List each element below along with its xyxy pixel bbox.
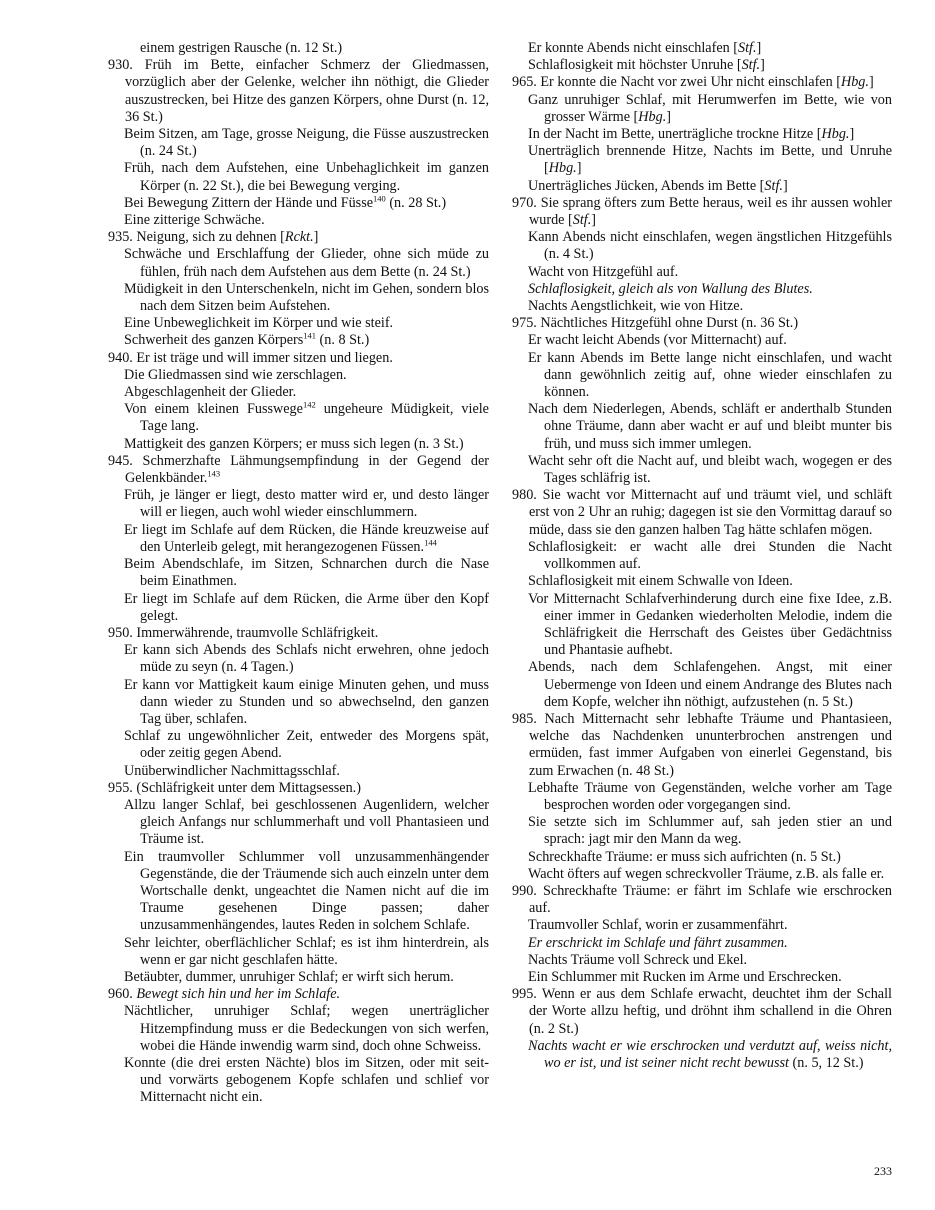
entry-text: Ein Schlummer mit Rucken im Arme und Erschrecken. <box>528 968 842 985</box>
symptom-entry <box>512 1038 892 1072</box>
entry-text: 930. Früh im Bette, einfacher Schmerz der Gliedmassen, vorzüglich aber der Gelenke, welcher ihn nöthigt, die Glieder auszustrecken, bei Hitze des ganzen Körpers, ohne Durst (n. 12, 36 St.) <box>108 57 489 125</box>
symptom-entry <box>512 573 892 590</box>
entry-text-tail: ] <box>782 177 788 194</box>
numbered-entry <box>512 195 892 229</box>
numbered-entry <box>108 57 489 126</box>
symptom-entry <box>512 780 892 814</box>
entry-text: Konnte (die drei ersten Nächte) blos im Sitzen, oder mit seit- und vorwärts gebogenem Kopfe schlafen und schlief vor Mitternacht nicht ein. <box>124 1054 489 1106</box>
entry-italic: Hbg. <box>638 108 667 125</box>
entry-text-tail: ] <box>868 74 874 91</box>
symptom-entry <box>108 1003 489 1055</box>
numbered-entry <box>512 883 892 917</box>
entry-text: Früh, je länger er liegt, desto matter wird er, und desto länger will er liegen, auch wohl wieder einschlummern. <box>124 487 489 521</box>
symptom-entry <box>512 178 892 195</box>
entry-text: Er liegt im Schlafe auf dem Rücken, die Arme über den Kopf gelegt. <box>124 590 489 624</box>
entry-italic: Stf. <box>572 212 592 229</box>
entry-text: Schreckhafte Träume: er muss sich aufrichten (n. 5 St.) <box>528 848 841 865</box>
entry-text: Unerträglich brennende Hitze, Nachts im Bette, und Unruhe [ <box>528 143 892 177</box>
entry-text: 945. Schmerzhafte Lähmungsempfindung in der Gegend der Gelenkbänder. <box>108 452 489 487</box>
entry-text: Schlaflosigkeit: er wacht alle drei Stunden die Nacht vollkommen auf. <box>528 538 892 573</box>
numbered-entry <box>512 711 892 780</box>
numbered-entry <box>108 780 489 797</box>
entry-text: 995. Wenn er aus dem Schlafe erwacht, deuchtet ihm der Schall der Worte allzu heftig, und dröhnt ihm schallend in die Ohren (n. 2 St.) <box>512 986 892 1037</box>
entry-text-tail: ] <box>313 229 319 246</box>
page-number: 233 <box>874 1164 892 1178</box>
symptom-entry <box>512 401 892 453</box>
entry-text: Eine Unbeweglichkeit im Körper und wie steif. <box>124 315 394 332</box>
symptom-entry <box>108 195 489 212</box>
symptom-entry <box>108 436 489 453</box>
entry-text: Wacht sehr oft die Nacht auf, und bleibt wach, wogegen er des Tages schläfrig ist. <box>528 452 892 487</box>
symptom-entry <box>512 40 892 57</box>
symptom-entry <box>108 40 489 57</box>
entry-text: Traumvoller Schlaf, worin er zusammenfährt. <box>528 917 788 934</box>
left-column <box>108 40 489 1107</box>
entry-text: 935. Neigung, sich zu dehnen [ <box>108 229 285 246</box>
symptom-entry <box>108 126 489 160</box>
entry-text: Vor Mitternacht Schlafverhinderung durch eine fixe Idee, z.B. einer immer in Gedanken wiederholten Melodie, indem die Schläfrigkeit die Herrschaft des Geistes über Gedächtniss und Phantasie aufhebt. <box>528 590 892 659</box>
symptom-entry <box>512 935 892 952</box>
entry-text-tail: ] <box>849 126 855 143</box>
entry-text: Er wacht leicht Abends (vor Mitternacht) auf. <box>528 332 787 349</box>
entry-text: 950. Immerwährende, traumvolle Schläfrigkeit. <box>108 624 379 641</box>
numbered-entry <box>512 986 892 1038</box>
symptom-entry <box>108 384 489 401</box>
numbered-entry <box>108 453 489 487</box>
entry-text: Eine zitterige Schwäche. <box>124 212 265 229</box>
entry-text: 965. Er konnte die Nacht vor zwei Uhr nicht einschlafen [ <box>512 74 841 91</box>
symptom-entry <box>512 298 892 315</box>
entry-text-tail: ] <box>760 57 765 74</box>
symptom-entry <box>108 212 489 229</box>
entry-text: Schlaflosigkeit mit einem Schwalle von Ideen. <box>528 573 793 590</box>
symptom-entry <box>108 246 489 280</box>
entry-italic: Stf. <box>738 40 757 56</box>
symptom-entry <box>108 642 489 676</box>
symptom-entry <box>512 453 892 487</box>
symptom-entry <box>512 969 892 986</box>
footnote-ref: 141 <box>303 330 316 341</box>
numbered-entry <box>108 350 489 367</box>
entry-text: Bei Bewegung Zittern der Hände und Füsse <box>124 194 374 211</box>
symptom-entry <box>108 367 489 384</box>
entry-text: Ganz unruhiger Schlaf, mit Herumwerfen im Bette, wie von grosser Wärme [ <box>528 91 892 125</box>
entry-text: Nachts Aengstlichkeit, wie von Hitze. <box>528 298 744 315</box>
symptom-entry <box>108 332 489 349</box>
symptom-entry <box>512 952 892 969</box>
entry-text: Abgeschlagenheit der Glieder. <box>124 384 297 401</box>
entry-text: Schwerheit des ganzen Körpers <box>124 332 304 349</box>
entry-text: Unerträgliches Jücken, Abends im Bette [ <box>528 177 765 194</box>
entry-text-tail: ] <box>756 40 762 56</box>
footnote-ref: 140 <box>373 193 386 204</box>
symptom-entry <box>108 969 489 986</box>
right-column <box>512 40 892 1072</box>
entry-text: Er erschrickt im Schlafe und fährt zusammen. <box>528 934 788 951</box>
symptom-entry <box>512 264 892 281</box>
symptom-entry <box>108 797 489 849</box>
entry-text: Nächtlicher, unruhiger Schlaf; wegen unerträglicher Hitzempfindung muss er die Bedeckungen von sich werfen, wobei die Hände inwendig warm sind, doch ohne Schweiss. <box>124 1003 489 1054</box>
symptom-entry <box>108 728 489 762</box>
entry-text: Er kann Abends im Bette lange nicht einschlafen, und wacht dann gewöhnlich zeitig auf, ohne wieder einschlafen zu können. <box>528 349 892 401</box>
entry-italic: Bewegt sich hin und her im Schlafe. <box>136 986 341 1003</box>
entry-text-tail: ] <box>666 108 672 125</box>
entry-text-tail: ] <box>576 160 582 177</box>
entry-text: 980. Sie wacht vor Mitternacht auf und träumt viel, und schläft erst von 2 Uhr an ruhig; dagegen ist sie den Vormittag darauf so müde, dass sie den ganzen halben Tag hätte schlafen mögen. <box>512 487 892 538</box>
symptom-entry <box>108 935 489 969</box>
symptom-entry <box>108 677 489 729</box>
symptom-entry <box>108 160 489 194</box>
symptom-entry <box>108 281 489 315</box>
entry-text: Betäubter, dummer, unruhiger Schlaf; er wirft sich herum. <box>124 968 454 985</box>
symptom-entry <box>512 849 892 866</box>
symptom-entry <box>108 522 489 556</box>
entry-text-tail: ] <box>591 212 596 229</box>
symptom-entry <box>108 556 489 590</box>
footnote-ref: 144 <box>424 537 437 548</box>
symptom-entry <box>512 539 892 573</box>
entry-text: Allzu langer Schlaf, bei geschlossenen Augenlidern, welcher gleich Anfangs nur schlummerhaft und voll Phantasieen und Träume ist. <box>124 796 489 848</box>
symptom-entry <box>512 57 892 74</box>
entry-text: Beim Abendschlafe, im Sitzen, Schnarchen durch die Nase beim Einathmen. <box>124 556 489 590</box>
symptom-entry <box>512 917 892 934</box>
symptom-entry <box>512 350 892 402</box>
entry-text: Die Gliedmassen sind wie zerschlagen. <box>124 366 347 383</box>
entry-text: 960. <box>108 986 137 1003</box>
entry-text: Beim Sitzen, am Tage, grosse Neigung, die Füsse auszustrecken (n. 24 St.) <box>124 126 489 160</box>
footnote-ref: 142 <box>302 399 316 410</box>
symptom-entry <box>512 332 892 349</box>
symptom-entry <box>512 659 892 711</box>
entry-text-tail: (n. 28 St.) <box>385 194 447 211</box>
entry-text: Schwäche und Erschlaffung der Glieder, ohne sich müde zu fühlen, früh nach dem Aufstehen aus dem Bette (n. 24 St.) <box>124 246 489 280</box>
entry-text-tail: (n. 8 St.) <box>316 332 370 349</box>
entry-text: Er liegt im Schlafe auf dem Rücken, die Hände kreuzweise auf den Unterleib gelegt, mit herangezogenen Füssen. <box>124 521 489 555</box>
numbered-entry <box>512 487 892 539</box>
entry-text: Unüberwindlicher Nachmittagsschlaf. <box>124 762 340 779</box>
symptom-entry <box>108 591 489 625</box>
numbered-entry <box>512 74 892 91</box>
symptom-entry <box>512 814 892 848</box>
entry-text: Sehr leichter, oberflächlicher Schlaf; es ist ihm hinterdrein, als wenn er gar nicht geschlafen hätte. <box>124 934 489 968</box>
entry-text: Schlaflosigkeit, gleich als von Wallung des Blutes. <box>528 280 813 297</box>
entry-text: Er kann sich Abends des Schlafs nicht erwehren, ohne jedoch müde zu seyn (n. 4 Tagen.) <box>124 642 489 676</box>
entry-text-tail: ungeheure Müdigkeit, viele Tage lang. <box>140 401 489 435</box>
entry-text: Lebhafte Träume von Gegenständen, welche vorher am Tage besprochen worden oder vorgegangen sind. <box>528 779 892 813</box>
entry-text: 975. Nächtliches Hitzgefühl ohne Durst (n. 36 St.) <box>512 315 799 332</box>
entry-text: Früh, nach dem Aufstehen, eine Unbehaglichkeit im ganzen Körper (n. 22 St.), die bei Bewegung verging. <box>124 160 489 194</box>
entry-text: Kann Abends nicht einschlafen, wegen ängstlichen Hitzgefühls (n. 4 St.) <box>528 229 892 263</box>
symptom-entry <box>512 866 892 883</box>
entry-italic: Hbg. <box>821 126 850 143</box>
entry-text: Von einem kleinen Fusswege <box>124 401 303 418</box>
entry-text: Mattigkeit des ganzen Körpers; er muss sich legen (n. 3 St.) <box>124 435 464 452</box>
entry-text: Müdigkeit in den Unterschenkeln, nicht im Gehen, sondern blos nach dem Sitzen beim Aufstehen. <box>124 280 489 315</box>
entry-text: 985. Nach Mitternacht sehr lebhafte Träume und Phantasieen, welche das Nachdenken ununterbrochen anstrengen und ermüden, fast immer Aufgaben von einerlei Gegenstand, bis zum Erwachen (n. 48 St.) <box>512 710 892 779</box>
entry-italic: Stf. <box>764 177 783 194</box>
symptom-entry <box>108 763 489 780</box>
entry-text: Wacht öfters auf wegen schreckvoller Träume, z.B. als falle er. <box>528 865 885 882</box>
symptom-entry <box>108 487 489 521</box>
entry-text: 970. Sie sprang öfters zum Bette heraus, weil es ihr aussen wohler wurde [ <box>512 194 892 229</box>
entry-text: Er konnte Abends nicht einschlafen [ <box>528 40 738 56</box>
entry-italic: Stf. <box>741 57 761 74</box>
entry-text: 955. (Schläfrigkeit unter dem Mittagsessen.) <box>108 779 361 796</box>
entry-text: Er kann vor Mattigkeit kaum einige Minuten gehen, und muss dann wieder zu Stunden und so abwechselnd, den ganzen Tag über, schlafen. <box>124 676 489 727</box>
symptom-entry <box>108 1055 489 1107</box>
numbered-entry <box>512 315 892 332</box>
entry-text: einem gestrigen Rausche (n. 12 St.) <box>140 40 343 56</box>
entry-italic: Nachts wacht er wie erschrocken und verdutzt auf, weiss nicht, wo er ist, und ist seiner nicht recht bewusst <box>528 1037 892 1071</box>
entry-text: In der Nacht im Bette, unerträgliche trockne Hitze [ <box>528 126 822 143</box>
symptom-entry <box>512 229 892 263</box>
symptom-entry <box>512 591 892 660</box>
entry-text: Ein traumvoller Schlummer voll unzusammenhängender Gegenstände, die der Träumende sich auch einzeln unter dem Wortschalle denkt, ungeachtet die Namen nicht auf die im Traume gesehenen Dinge passen; daher unzusammenhängendes, lautes Reden in solchem Schlafe. <box>124 848 489 934</box>
numbered-entry <box>108 986 489 1003</box>
entry-text: Schlaflosigkeit mit höchster Unruhe [ <box>528 57 742 74</box>
symptom-entry <box>512 143 892 177</box>
entry-italic: Rckt. <box>284 229 314 246</box>
entry-italic: Hbg. <box>840 74 869 91</box>
footnote-ref: 143 <box>207 468 221 479</box>
numbered-entry <box>108 229 489 246</box>
numbered-entry <box>108 625 489 642</box>
entry-text: Sie setzte sich im Schlummer auf, sah jeden stier an und sprach: jagt mir den Mann da weg. <box>528 814 892 848</box>
symptom-entry <box>108 849 489 935</box>
entry-text: Nachts Träume voll Schreck und Ekel. <box>528 951 748 968</box>
symptom-entry <box>512 281 892 298</box>
entry-text: 990. Schreckhafte Träume: er fährt im Schlafe wie erschrocken auf. <box>512 882 892 917</box>
entry-text: Abends, nach dem Schlafengehen. Angst, mit einer Uebermenge von Ideen und einem Andrange des Blutes nach dem Kopfe, welcher ihn nöthigt, aufzustehen (n. 5 St.) <box>528 659 892 710</box>
symptom-entry <box>512 126 892 143</box>
symptom-entry <box>108 315 489 332</box>
entry-text: 940. Er ist träge und will immer sitzen und liegen. <box>108 349 393 366</box>
entry-text: Wacht von Hitzgefühl auf. <box>528 263 679 280</box>
symptom-entry <box>512 92 892 126</box>
entry-text: Schlaf zu ungewöhnlicher Zeit, entweder des Morgens spät, oder zeitig gegen Abend. <box>124 728 489 762</box>
entry-text: Nach dem Niederlegen, Abends, schläft er anderthalb Stunden ohne Träume, dann aber wacht er auf und bleibt munter bis früh, und muss sich immer umlegen. <box>528 401 892 452</box>
symptom-entry <box>108 401 489 435</box>
entry-text-tail: (n. 5, 12 St.) <box>788 1054 864 1071</box>
entry-italic: Hbg. <box>548 160 577 177</box>
